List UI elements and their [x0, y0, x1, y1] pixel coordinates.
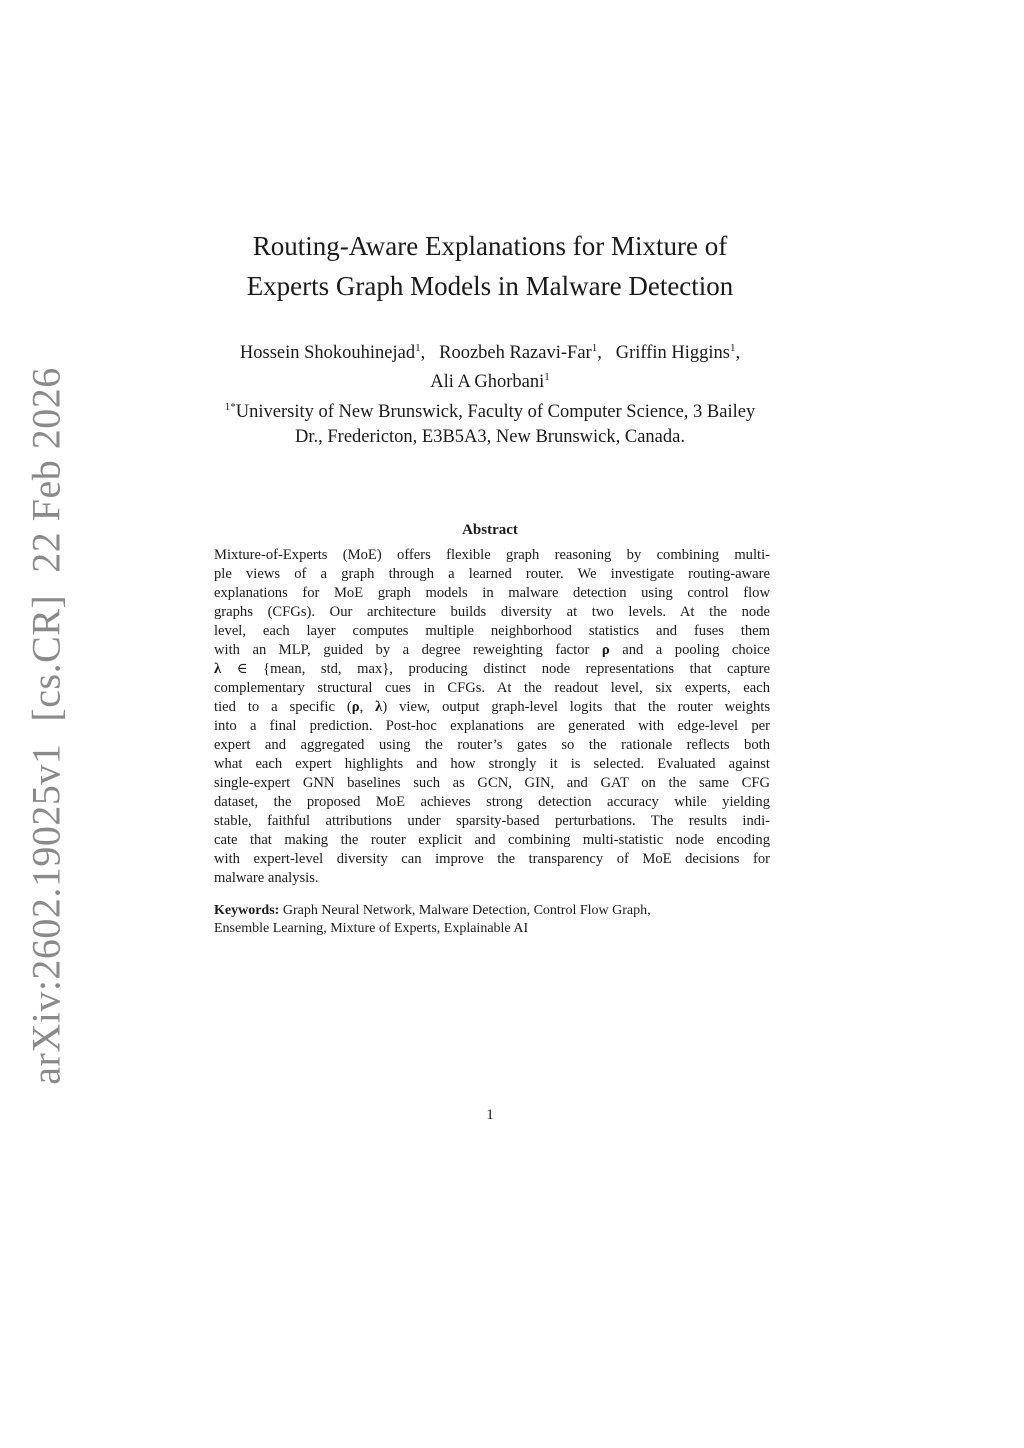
- author-affiliation-mark: 1: [729, 342, 736, 354]
- author-separator: ,: [420, 343, 426, 363]
- abstract-line: tied to a specific (ρ, λ) view, output graph-level logits that the router weights: [214, 699, 770, 715]
- authors-line-2: [190, 365, 790, 394]
- keywords-line-2: Ensemble Learning, Mixture of Experts, Explainable AI: [214, 921, 529, 936]
- abstract-line: graphs (CFGs). Our architecture builds diversity at two levels. At the node: [214, 604, 770, 620]
- author-list: [190, 336, 790, 394]
- arxiv-stamp: [23, 367, 70, 1085]
- abstract-line: into a final prediction. Post-hoc explanations are generated with edge-level per: [214, 718, 770, 734]
- affiliation-line-2: Dr., Fredericton, E3B5A3, New Brunswick, Canada.: [295, 427, 685, 447]
- abstract-line: cate that making the router explicit and combining multi-statistic node encoding: [214, 832, 770, 848]
- keywords-text: Graph Neural Network, Malware Detection, Control Flow Graph,: [282, 903, 651, 918]
- author-name: Griffin Higgins: [615, 343, 730, 363]
- abstract-line: ple views of a graph through a learned router. We investigate routing-aware: [214, 566, 770, 582]
- keywords-label: Keywords:: [214, 903, 280, 918]
- abstract-line: λ ∈ {mean, std, max}, producing distinct node representations that capture: [214, 661, 770, 677]
- abstract-line: with an MLP, guided by a degree reweighting factor ρ and a pooling choice: [214, 642, 770, 658]
- author-name: Ali A Ghorbani: [430, 372, 545, 392]
- abstract-line: Mixture-of-Experts (MoE) offers flexible graph reasoning by combining multi-: [214, 547, 770, 563]
- abstract-line: with expert-level diversity can improve the transparency of MoE decisions for: [214, 851, 770, 867]
- abstract-line: stable, faithful attributions under sparsity-based perturbations. The results indi-: [214, 813, 770, 829]
- affiliation: [180, 395, 800, 450]
- abstract-line: single-expert GNN baselines such as GCN, GIN, and GAT on the same CFG: [214, 775, 770, 791]
- abstract-line: explanations for MoE graph models in malware detection using control flow: [214, 585, 770, 601]
- author-separator: ,: [735, 343, 741, 363]
- author-name: Hossein Shokouhinejad: [239, 343, 416, 363]
- arxiv-id: arXiv:2602.19025v1: [23, 743, 69, 1085]
- author-separator: ,: [597, 343, 602, 363]
- abstract-line: level, each layer computes multiple neighborhood statistics and fuses them: [214, 623, 770, 639]
- paper-title: [190, 226, 790, 306]
- author-affiliation-mark: 1: [591, 342, 598, 354]
- abstract-body: [214, 546, 770, 888]
- affiliation-line-1: [180, 395, 800, 425]
- author-affiliation-mark: 1: [544, 371, 550, 383]
- affiliation-text: University of New Brunswick, Faculty of Computer Science, 3 Bailey: [235, 402, 756, 422]
- authors-line-1: [190, 336, 790, 365]
- author-affiliation-mark: 1: [415, 342, 421, 354]
- abstract-line: what each expert highlights and how strongly it is selected. Evaluated against: [214, 756, 770, 772]
- keywords-block: [214, 902, 770, 938]
- title-line-1: Routing-Aware Explanations for Mixture of: [252, 231, 728, 261]
- author-name: Roozbeh Razavi-Far: [439, 343, 592, 363]
- arxiv-category: [cs.CR]: [23, 594, 69, 722]
- keywords-line-1: [214, 902, 770, 920]
- abstract-line: malware analysis.: [214, 870, 319, 886]
- abstract-heading: Abstract: [462, 522, 518, 538]
- abstract-line: expert and aggregated using the router’s gates so the rationale reflects both: [214, 737, 770, 753]
- affiliation-mark: 1*: [224, 401, 236, 413]
- abstract-line: complementary structural cues in CFGs. At the readout level, six experts, each: [214, 680, 770, 696]
- abstract-line: dataset, the proposed MoE achieves strong detection accuracy while yielding: [214, 794, 770, 810]
- arxiv-date: 22 Feb 2026: [23, 367, 69, 573]
- title-line-2: Experts Graph Models in Malware Detection: [246, 271, 734, 301]
- page-number: 1: [486, 1107, 494, 1123]
